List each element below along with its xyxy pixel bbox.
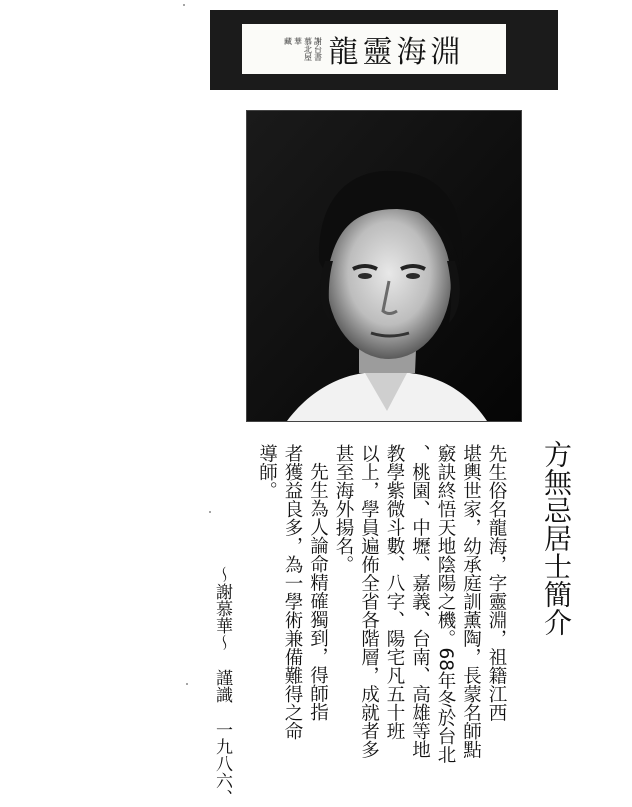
article-body xyxy=(254,444,509,807)
banner-title: 龍靈海淵 xyxy=(328,35,465,70)
signature-note: 謹識 xyxy=(212,669,232,703)
text-line: 堪輿世家，幼承庭訓薰陶，長蒙名師點 xyxy=(460,444,482,759)
seal-line: 華 xyxy=(293,37,303,45)
text-line: 先生俗名龍海，字靈淵，祖籍江西 xyxy=(486,444,507,722)
signature-date: 一九八六、 xyxy=(212,721,232,806)
scan-speck xyxy=(186,683,188,685)
seal-line: 藏 xyxy=(283,37,293,45)
signature xyxy=(212,566,232,806)
portrait-illustration xyxy=(247,111,521,421)
text-line: 教學紫微斗數、八字、陽宅凡五十班 xyxy=(384,444,405,740)
seal-line: 謝台書 xyxy=(313,37,323,61)
title-banner xyxy=(210,10,558,90)
title-panel xyxy=(242,24,506,74)
text-line: 以上，學員遍佈全省各階層，成就者多 xyxy=(358,444,380,759)
text-line: 導師。 xyxy=(256,444,278,500)
scan-speck xyxy=(183,4,185,6)
seal-stamp xyxy=(284,37,323,61)
article-heading: 方無忌居士簡介 xyxy=(540,440,573,636)
portrait-photo xyxy=(246,110,522,422)
scan-speck xyxy=(209,511,211,513)
text-line: 者獲益良多，為一學術兼備難得之命 xyxy=(282,444,303,740)
text-line: 竅訣終悟天地陰陽之機。68年冬於台北 xyxy=(435,444,456,764)
text-line: 甚至海外揚名。 xyxy=(333,444,354,574)
signature-name: 〜謝慕華〜 xyxy=(212,566,232,651)
seal-line: 慕北屋 xyxy=(303,37,313,61)
text-line: 先生為人論命精確獨到，得師指 xyxy=(307,462,329,721)
text-line: 、桃園、中壢、嘉義、台南、高雄等地 xyxy=(409,444,431,759)
